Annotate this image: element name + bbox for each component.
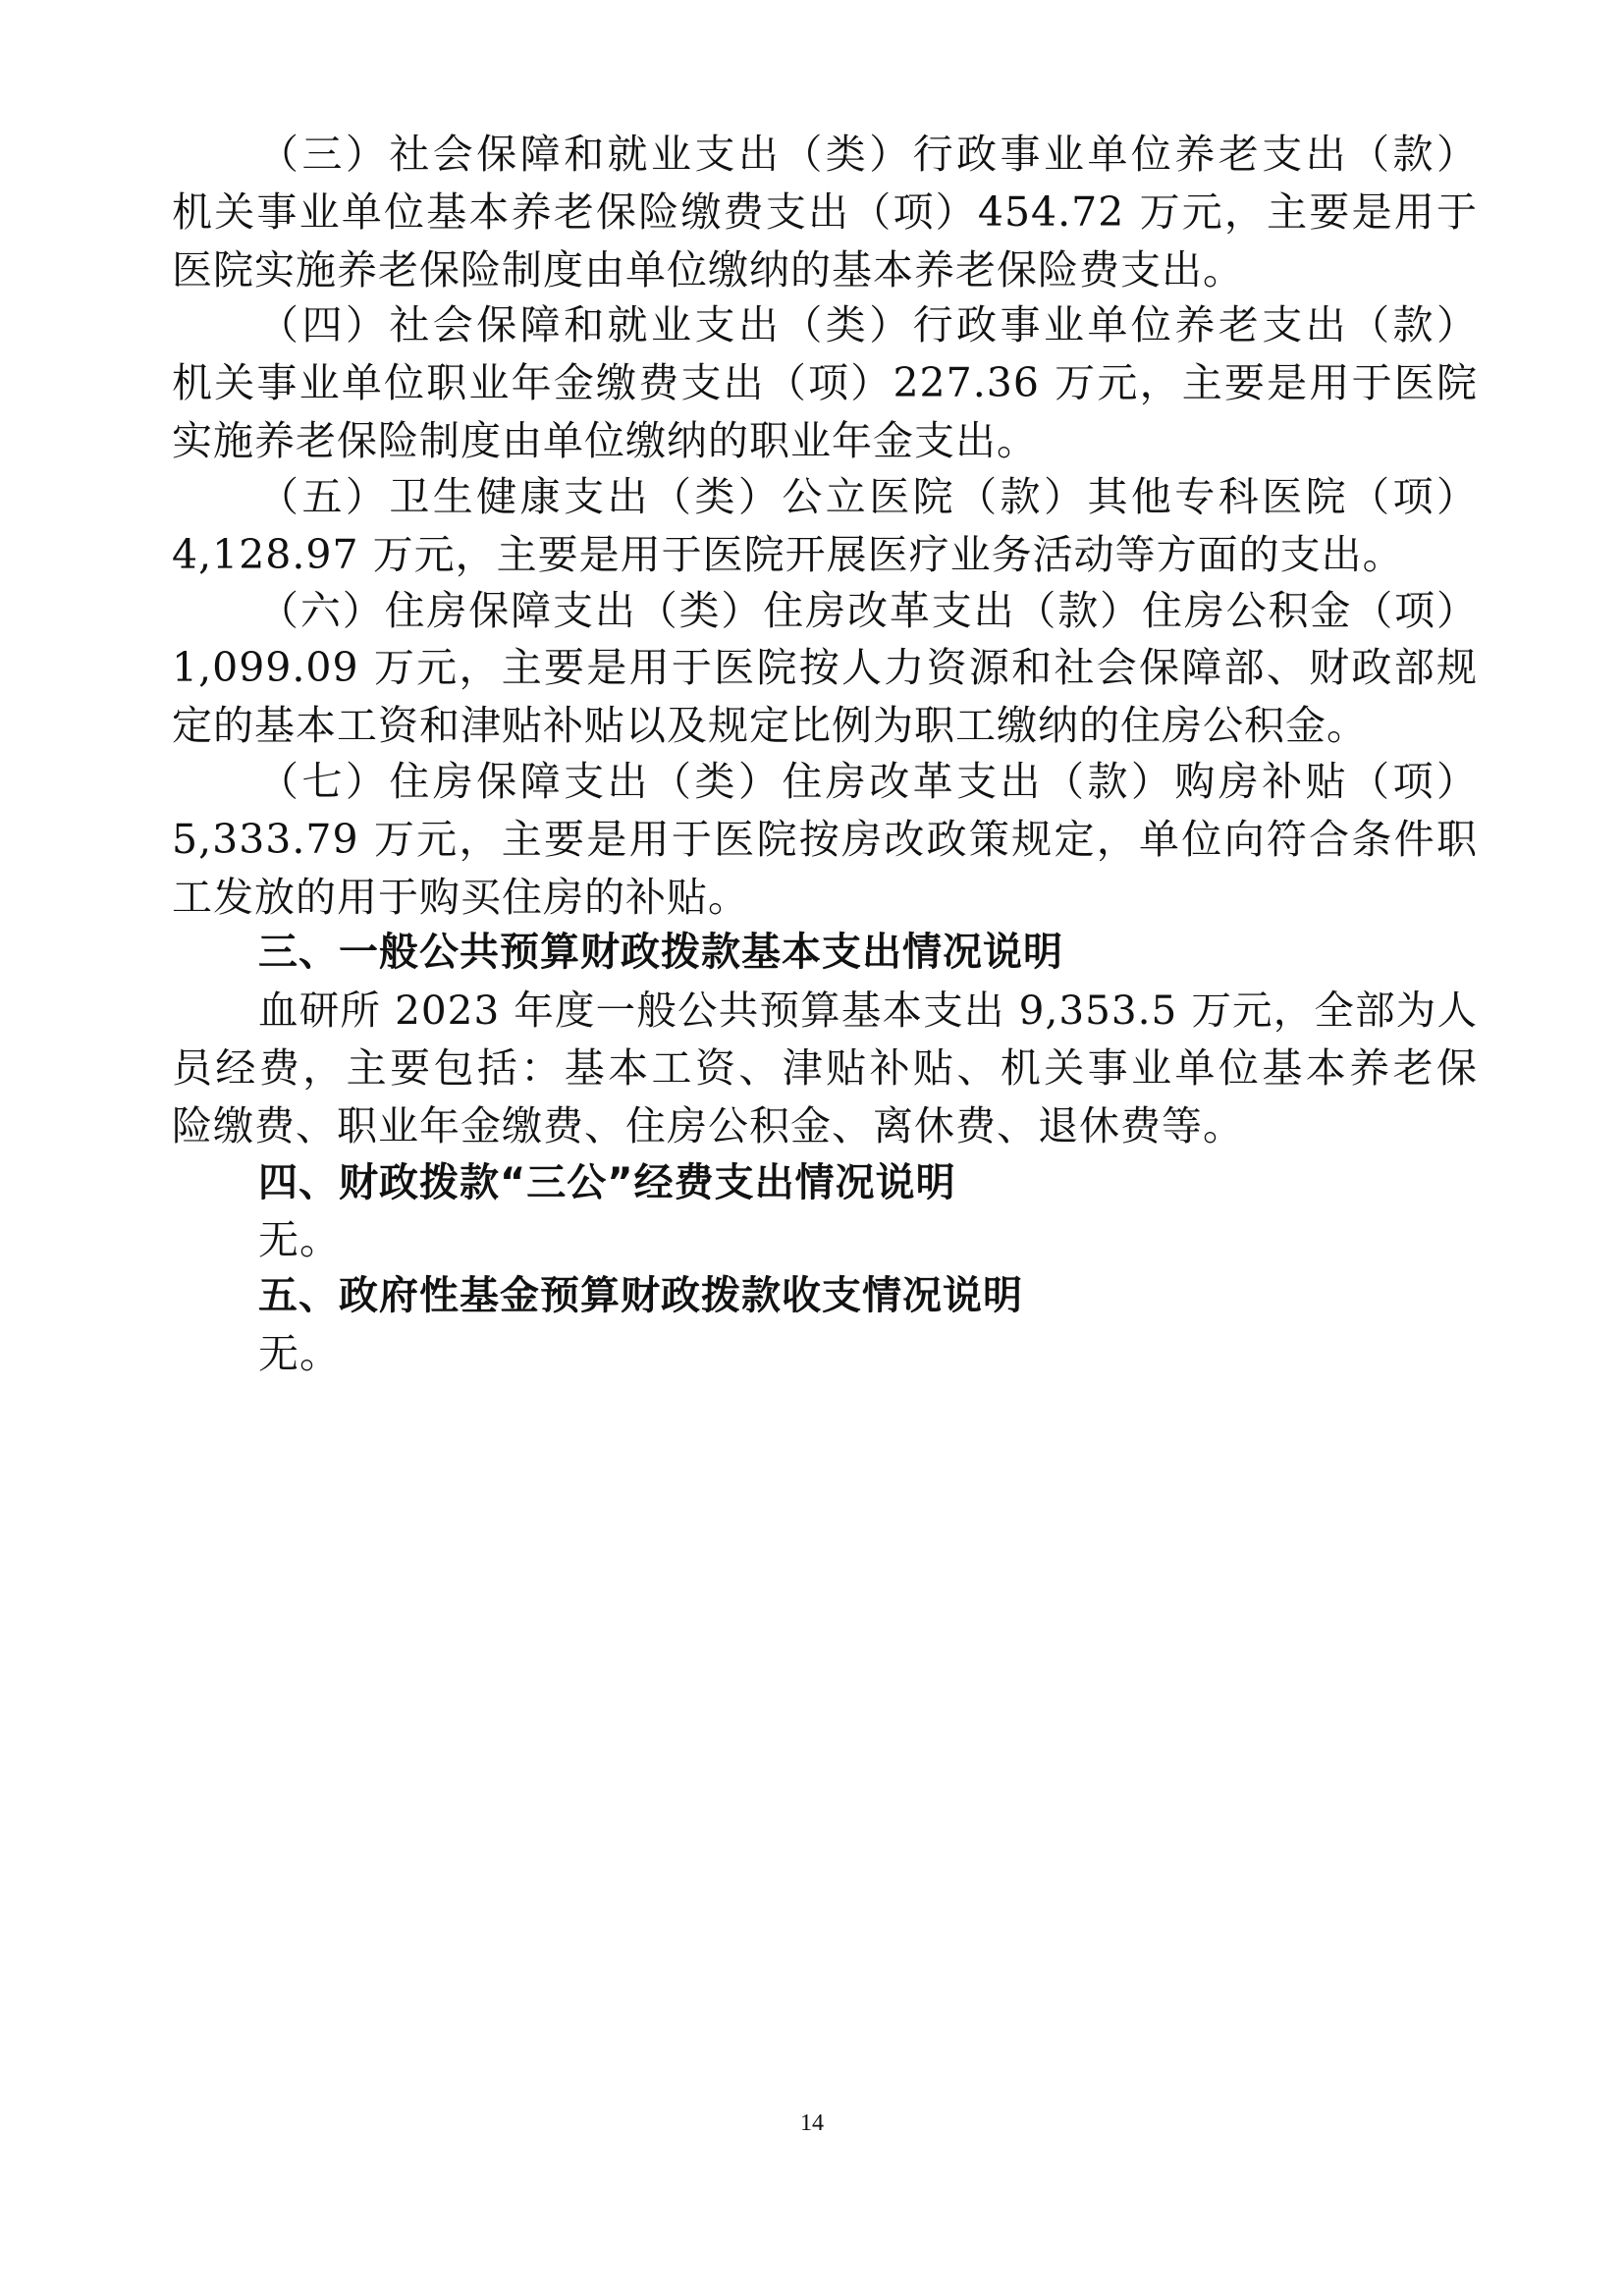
section-4-heading: 四、财政拨款“三公”经费支出情况说明 — [258, 1160, 956, 1205]
section-4-body: 无。 — [258, 1216, 341, 1263]
paragraph-4-line-2: 机关事业单位职业年金缴费支出（项）227.36 万元，主要是用于医院 — [172, 359, 1478, 406]
paragraph-4-line-1: （四）社会保障和就业支出（类）行政事业单位养老支出（款） — [258, 301, 1478, 348]
paragraph-5-line-1: （五）卫生健康支出（类）公立医院（款）其他专科医院（项） — [258, 473, 1478, 520]
paragraph-6-line-1: （六）住房保障支出（类）住房改革支出（款）住房公积金（项） — [258, 587, 1478, 634]
section-3-line-2: 员经费，主要包括：基本工资、津贴补贴、机关事业单位基本养老保 — [172, 1044, 1478, 1092]
paragraph-7-line-1: （七）住房保障支出（类）住房改革支出（款）购房补贴（项） — [258, 758, 1478, 805]
paragraph-3-line-2: 机关事业单位基本养老保险缴费支出（项）454.72 万元，主要是用于 — [172, 188, 1478, 236]
section-5-heading: 五、政府性基金预算财政拨款收支情况说明 — [258, 1273, 1023, 1318]
paragraph-7-line-2: 5,333.79 万元，主要是用于医院按房改政策规定，单位向符合条件职 — [172, 816, 1478, 863]
paragraph-3-line-3: 医院实施养老保险制度由单位缴纳的基本养老保险费支出。 — [172, 246, 1244, 294]
paragraph-3-line-1: （三）社会保障和就业支出（类）行政事业单位养老支出（款） — [258, 131, 1478, 178]
paragraph-4-line-3: 实施养老保险制度由单位缴纳的职业年金支出。 — [172, 417, 1038, 464]
section-3-line-1: 血研所 2023 年度一般公共预算基本支出 9,353.5 万元，全部为人 — [258, 987, 1478, 1034]
section-5-body: 无。 — [258, 1330, 341, 1377]
section-3-line-3: 险缴费、职业年金缴费、住房公积金、离休费、退休费等。 — [172, 1102, 1244, 1149]
paragraph-6-line-2: 1,099.09 万元，主要是用于医院按人力资源和社会保障部、财政部规 — [172, 644, 1478, 691]
section-3-heading: 三、一般公共预算财政拨款基本支出情况说明 — [258, 930, 1063, 975]
paragraph-6-line-3: 定的基本工资和津贴补贴以及规定比例为职工缴纳的住房公积金。 — [172, 702, 1368, 749]
page-number: 14 — [800, 2110, 824, 2136]
paragraph-7-line-3: 工发放的用于购买住房的补贴。 — [172, 874, 749, 921]
paragraph-5-line-2: 4,128.97 万元，主要是用于医院开展医疗业务活动等方面的支出。 — [172, 531, 1404, 578]
